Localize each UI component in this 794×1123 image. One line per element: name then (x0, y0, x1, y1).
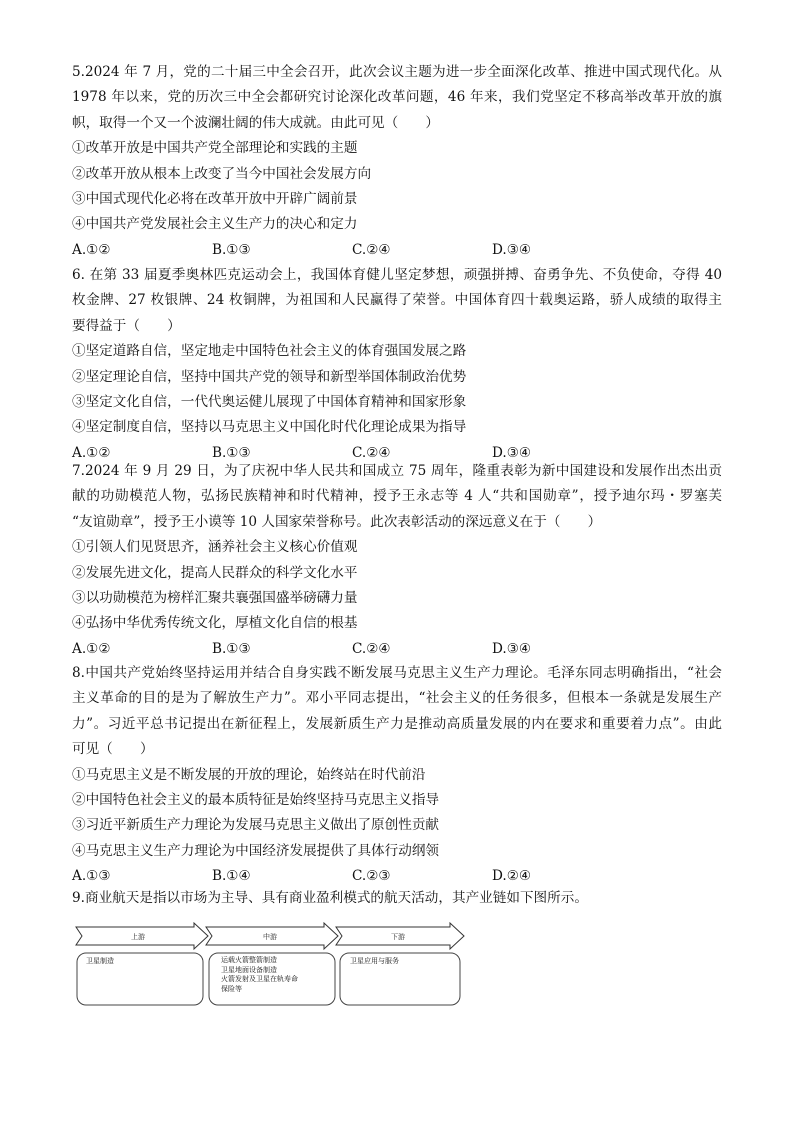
option-d[interactable]: D.②④ (492, 868, 532, 885)
question-stem-line: 力”。习近平总书记提出在新征程上，发展新质生产力是推动高质量发展的内在要求和重要着力点”。由此 (72, 715, 722, 732)
stage-label-midstream: 中游 (263, 933, 277, 941)
midstream-item: 保险等 (221, 984, 242, 993)
statement-item: ③中国式现代化必将在改革开放中开辟广阔前景 (72, 190, 358, 207)
option-a[interactable]: A.①② (72, 444, 111, 461)
statement-item: ③坚定文化自信，一代代奥运健儿展现了中国体育精神和国家形象 (72, 393, 467, 410)
statement-item: ①改革开放是中国共产党全部理论和实践的主题 (72, 140, 358, 157)
option-b[interactable]: B.①③ (212, 444, 251, 461)
question-7 (72, 459, 722, 662)
stage-label-upstream: 上游 (131, 933, 145, 941)
question-stem-line: 帜，取得一个又一个波澜壮阔的伟大成就。由此可见（ ） (72, 114, 440, 131)
option-d[interactable]: D.③④ (492, 640, 532, 657)
statement-item: ②中国特色社会主义的最本质特征是始终坚持马克思主义指导 (72, 791, 440, 808)
stage-arrow-midstream (206, 923, 338, 949)
answer-options (72, 238, 722, 263)
stage-arrow-downstream (336, 923, 464, 949)
statement-item: ①马克思主义是不断发展的开放的理论，始终站在时代前沿 (72, 766, 426, 783)
question-8 (72, 661, 722, 890)
question-stem-line: 可见（ ） (72, 741, 154, 758)
option-d[interactable]: D.③④ (492, 444, 532, 461)
statement-item: ①坚定道路自信，坚定地走中国特色社会主义的体育强国发展之路 (72, 343, 467, 360)
industry-chain-diagram (72, 922, 468, 1008)
statement-item: ③习近平新质生产力理论为发展马克思主义做出了原创性贡献 (72, 817, 440, 834)
question-stem-line: 献的功勋模范人物，弘扬民族精神和时代精神，授予王永志等 4 人“共和国勋章”，授予迪尔玛・罗塞芙 (72, 488, 722, 505)
option-a[interactable]: A.①③ (72, 868, 111, 885)
option-b[interactable]: B.①③ (212, 241, 251, 258)
statement-item: ④弘扬中华优秀传统文化，厚植文化自信的根基 (72, 615, 358, 632)
stage-arrow-upstream (76, 923, 208, 949)
option-c[interactable]: C.②④ (352, 640, 391, 657)
question-stem-line: 8.中国共产党始终坚持运用并结合自身实践不断发展马克思主义生产力理论。毛泽东同志明确指出，“社会 (72, 665, 722, 681)
option-b[interactable]: B.①④ (212, 868, 251, 885)
statement-item: ④坚定制度自信，坚持以马克思主义中国化时代化理论成果为指导 (72, 419, 467, 436)
question-stem-line: 7.2024 年 9 月 29 日，为了庆祝中华人民共和国成立 75 周年，隆重表彰为新中国建设和发展作出杰出贡 (72, 463, 722, 479)
question-stem-line: 主义革命的目的是为了解放生产力”。邓小平同志提出，“社会主义的任务很多，但根本一条就是发展生产 (72, 690, 722, 707)
statement-item: ④马克思主义生产力理论为中国经济发展提供了具体行动纲领 (72, 842, 440, 859)
question-stem-line: 要得益于（ ） (72, 317, 181, 334)
statement-item: ①引领人们见贤思齐，涵养社会主义核心价值观 (72, 539, 358, 556)
question-6 (72, 263, 722, 466)
option-c[interactable]: C.②④ (352, 444, 391, 461)
option-d[interactable]: D.③④ (492, 241, 532, 258)
option-c[interactable]: C.②③ (352, 868, 391, 885)
question-stem-line: 5.2024 年 7 月，党的二十届三中全会召开，此次会议主题为进一步全面深化改革、推进中国式现代化。从 (72, 64, 722, 80)
option-a[interactable]: A.①② (72, 241, 111, 258)
question-stem-line: 9.商业航天是指以市场为主导、具有商业盈利模式的航天活动，其产业链如下图所示。 (72, 890, 588, 906)
question-stem-line: “友谊勋章”，授予王小谟等 10 人国家荣誉称号。此次表彰活动的深远意义在于（ ） (72, 513, 602, 530)
statement-item: ③以功勋模范为榜样汇聚共襄强国盛举磅礴力量 (72, 589, 358, 606)
question-stem-line: 6. 在第 33 届夏季奥林匹克运动会上，我国体育健儿坚定梦想，顽强拼搏、奋勇争先、不负使命，夺得 40 (72, 267, 722, 283)
statement-item: ④中国共产党发展社会主义生产力的决心和定力 (72, 216, 358, 233)
option-c[interactable]: C.②④ (352, 241, 391, 258)
question-5 (72, 60, 722, 263)
statement-item: ②改革开放从根本上改变了当今中国社会发展方向 (72, 165, 372, 182)
upstream-item: 卫星制造 (86, 957, 114, 965)
question-stem-line: 1978 年以来，党的历次三中全会都研究讨论深化改革问题，46 年来，我们党坚定不移高举改革开放的旗 (72, 89, 722, 106)
question-stem-line: 枚金牌、27 枚银牌、24 枚铜牌，为祖国和人民赢得了荣誉。中国体育四十载奥运路，骄人成绩的取得主 (72, 292, 722, 309)
answer-options (72, 637, 722, 662)
stage-label-downstream: 下游 (391, 933, 405, 941)
statement-item: ②坚定理论自信，坚持中国共产党的领导和新型举国体制政治优势 (72, 368, 467, 385)
option-a[interactable]: A.①② (72, 640, 111, 657)
option-b[interactable]: B.①③ (212, 640, 251, 657)
question-9 (72, 886, 722, 911)
midstream-item: 运载火箭整箭制造 (221, 956, 277, 964)
downstream-item: 卫星应用与服务 (350, 957, 399, 965)
statement-item: ②发展先进文化，提高人民群众的科学文化水平 (72, 564, 358, 581)
midstream-item: 卫星地面设备制造 (221, 965, 277, 974)
midstream-item: 火箭发射及卫星在轨寿命 (221, 975, 298, 983)
